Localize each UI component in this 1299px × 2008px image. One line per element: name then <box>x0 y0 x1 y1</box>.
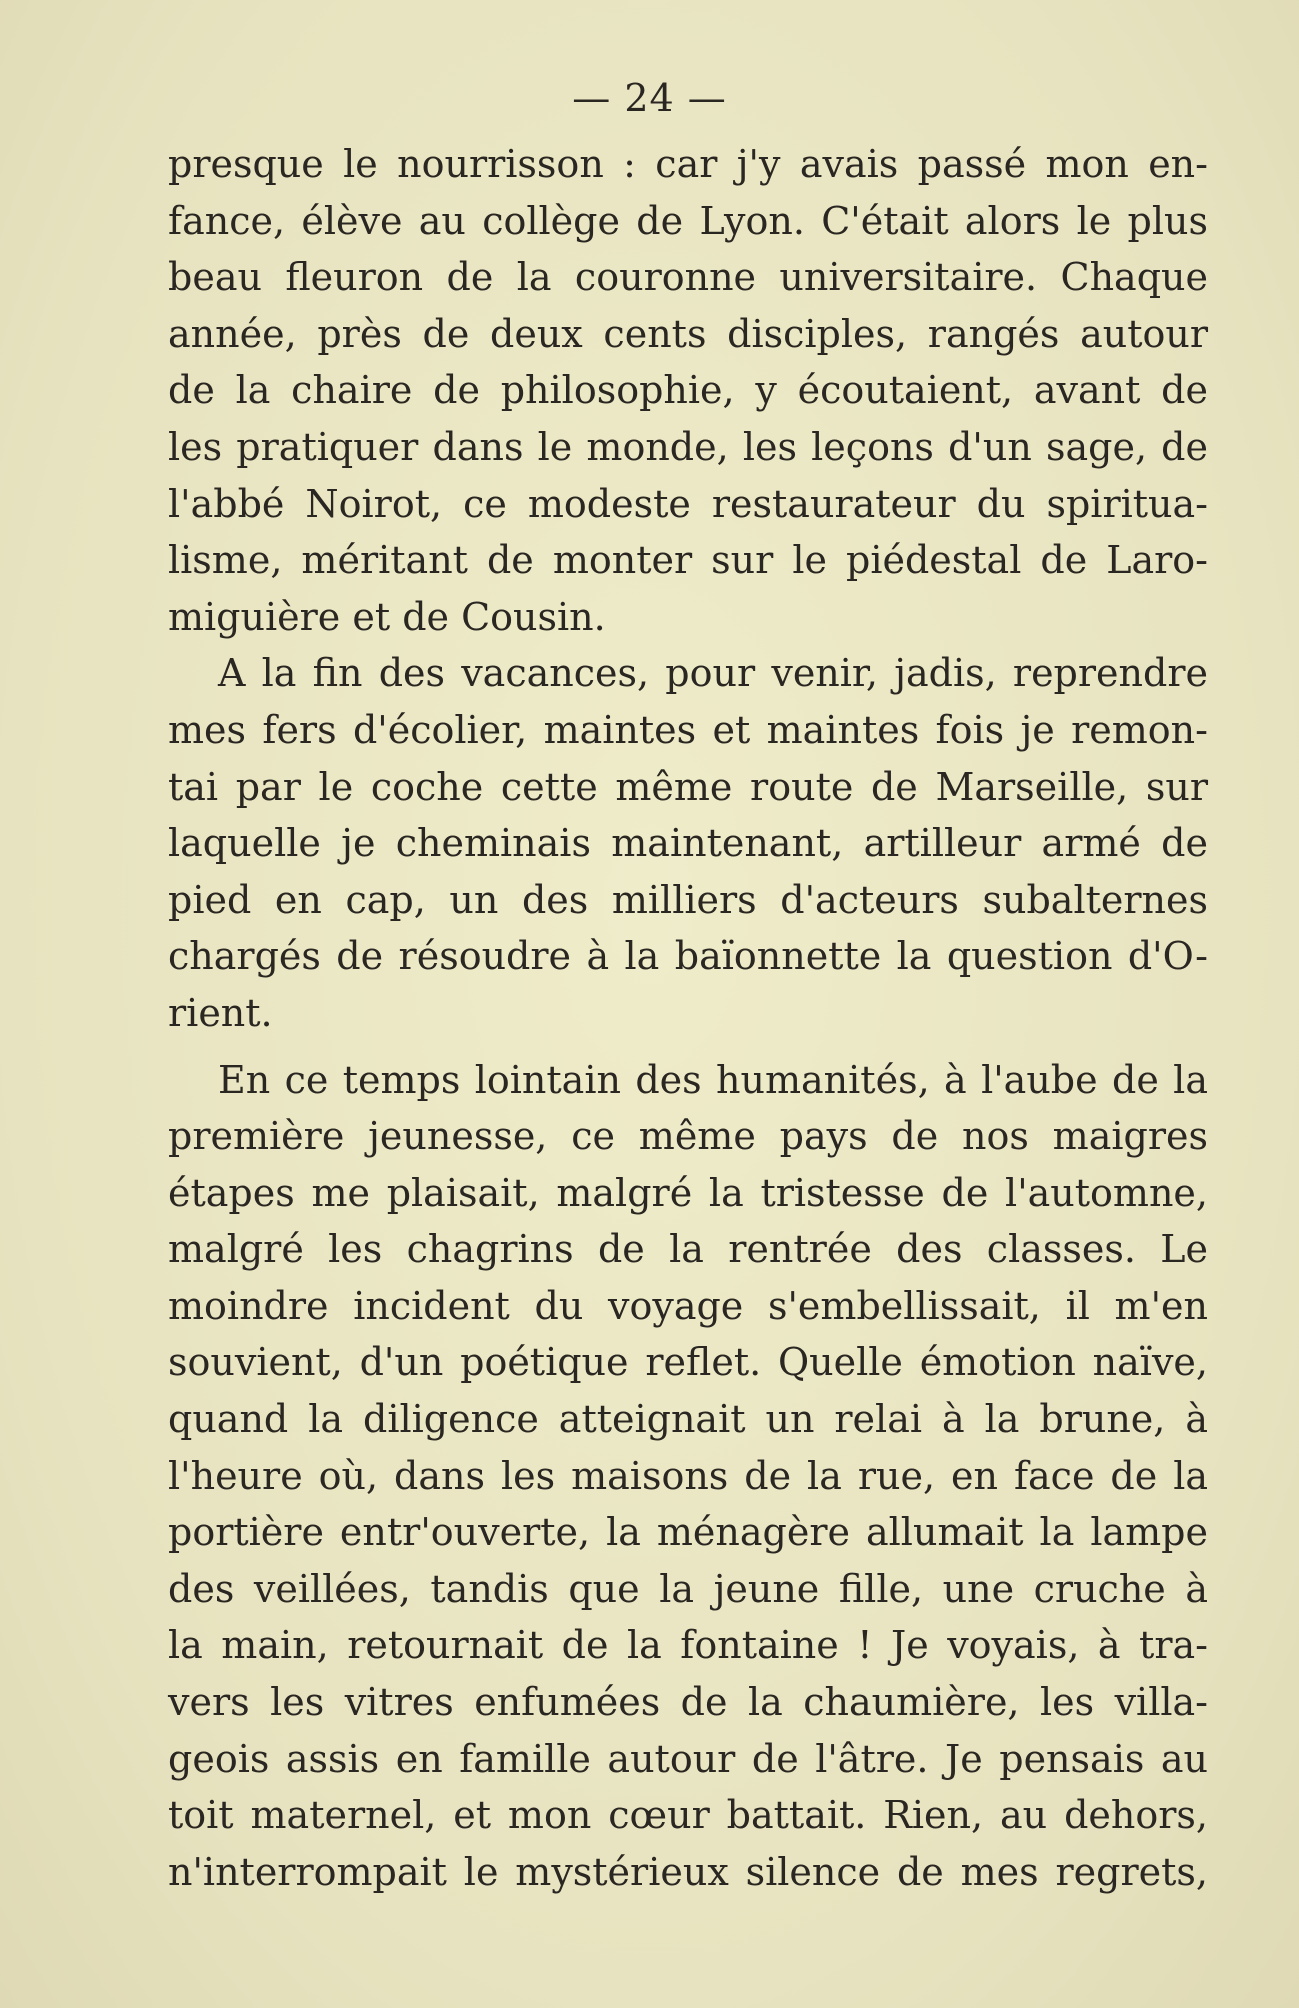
text-line: geois assis en famille autour de l'âtre. Je pensais au <box>168 1736 1208 1781</box>
text-line: étapes me plaisait, malgré la tristesse de l'automne, <box>168 1170 1208 1215</box>
text-line: année, près de deux cents disciples, rangés autour <box>168 311 1208 356</box>
text-line: fance, élève au collège de Lyon. C'était alors le plus <box>168 198 1208 243</box>
paragraph-3 <box>168 1052 1208 1901</box>
text-line: presque le nourrisson : car j'y avais passé mon en- <box>168 142 1208 186</box>
paragraph-1 <box>168 136 1208 645</box>
text-line: rient. <box>168 990 273 1035</box>
text-line: chargés de résoudre à la baïonnette la question d'O- <box>168 934 1208 979</box>
text-line: l'heure où, dans les maisons de la rue, en face de la <box>168 1453 1208 1498</box>
text-line: première jeunesse, ce même pays de nos maigres <box>168 1114 1208 1159</box>
text-line: l'abbé Noirot, ce modeste restaurateur du spiritua- <box>168 481 1208 526</box>
text-line: A la fin des vacances, pour venir, jadis, reprendre <box>218 651 1208 696</box>
text-line: tai par le coche cette même route de Marseille, sur <box>168 764 1208 809</box>
text-line: souvient, d'un poétique reflet. Quelle émotion naïve, <box>168 1340 1208 1385</box>
text-line: moindre incident du voyage s'embellissait, il m'en <box>168 1283 1208 1328</box>
text-line: vers les vitres enfumées de la chaumière, les villa- <box>168 1680 1208 1725</box>
page-number: — 24 — <box>572 76 727 120</box>
text-line: la main, retournait de la fontaine ! Je voyais, à tra- <box>168 1623 1208 1668</box>
text-line: quand la diligence atteignait un relai à la brune, à <box>168 1397 1208 1442</box>
text-line: beau fleuron de la couronne universitaire. Chaque <box>168 255 1208 300</box>
text-line: malgré les chagrins de la rentrée des classes. Le <box>168 1227 1208 1272</box>
text-line: les pratiquer dans le monde, les leçons d'un sage, de <box>168 424 1208 469</box>
text-line: n'interrompait le mystérieux silence de mes regrets, <box>168 1849 1208 1894</box>
text-line: laquelle je cheminais maintenant, artilleur armé de <box>168 821 1208 866</box>
text-line: de la chaire de philosophie, y écoutaient, avant de <box>168 368 1208 413</box>
text-line: lisme, méritant de monter sur le piédestal de Laro- <box>168 538 1208 583</box>
text-line: mes fers d'écolier, maintes et maintes fois je remon- <box>168 707 1208 752</box>
paragraph-gap <box>168 1042 1208 1052</box>
text-line: En ce temps lointain des humanités, à l'aube de la <box>218 1057 1208 1102</box>
body-text <box>168 136 1208 1900</box>
text-line: pied en cap, un des milliers d'acteurs subalternes <box>168 877 1208 922</box>
text-line: miguière et de Cousin. <box>168 594 606 639</box>
paragraph-2 <box>168 645 1208 1041</box>
text-line: toit maternel, et mon cœur battait. Rien, au dehors, <box>168 1793 1208 1838</box>
text-line: portière entr'ouverte, la ménagère allumait la lampe <box>168 1510 1208 1555</box>
text-line: des veillées, tandis que la jeune fille, une cruche à <box>168 1566 1208 1611</box>
